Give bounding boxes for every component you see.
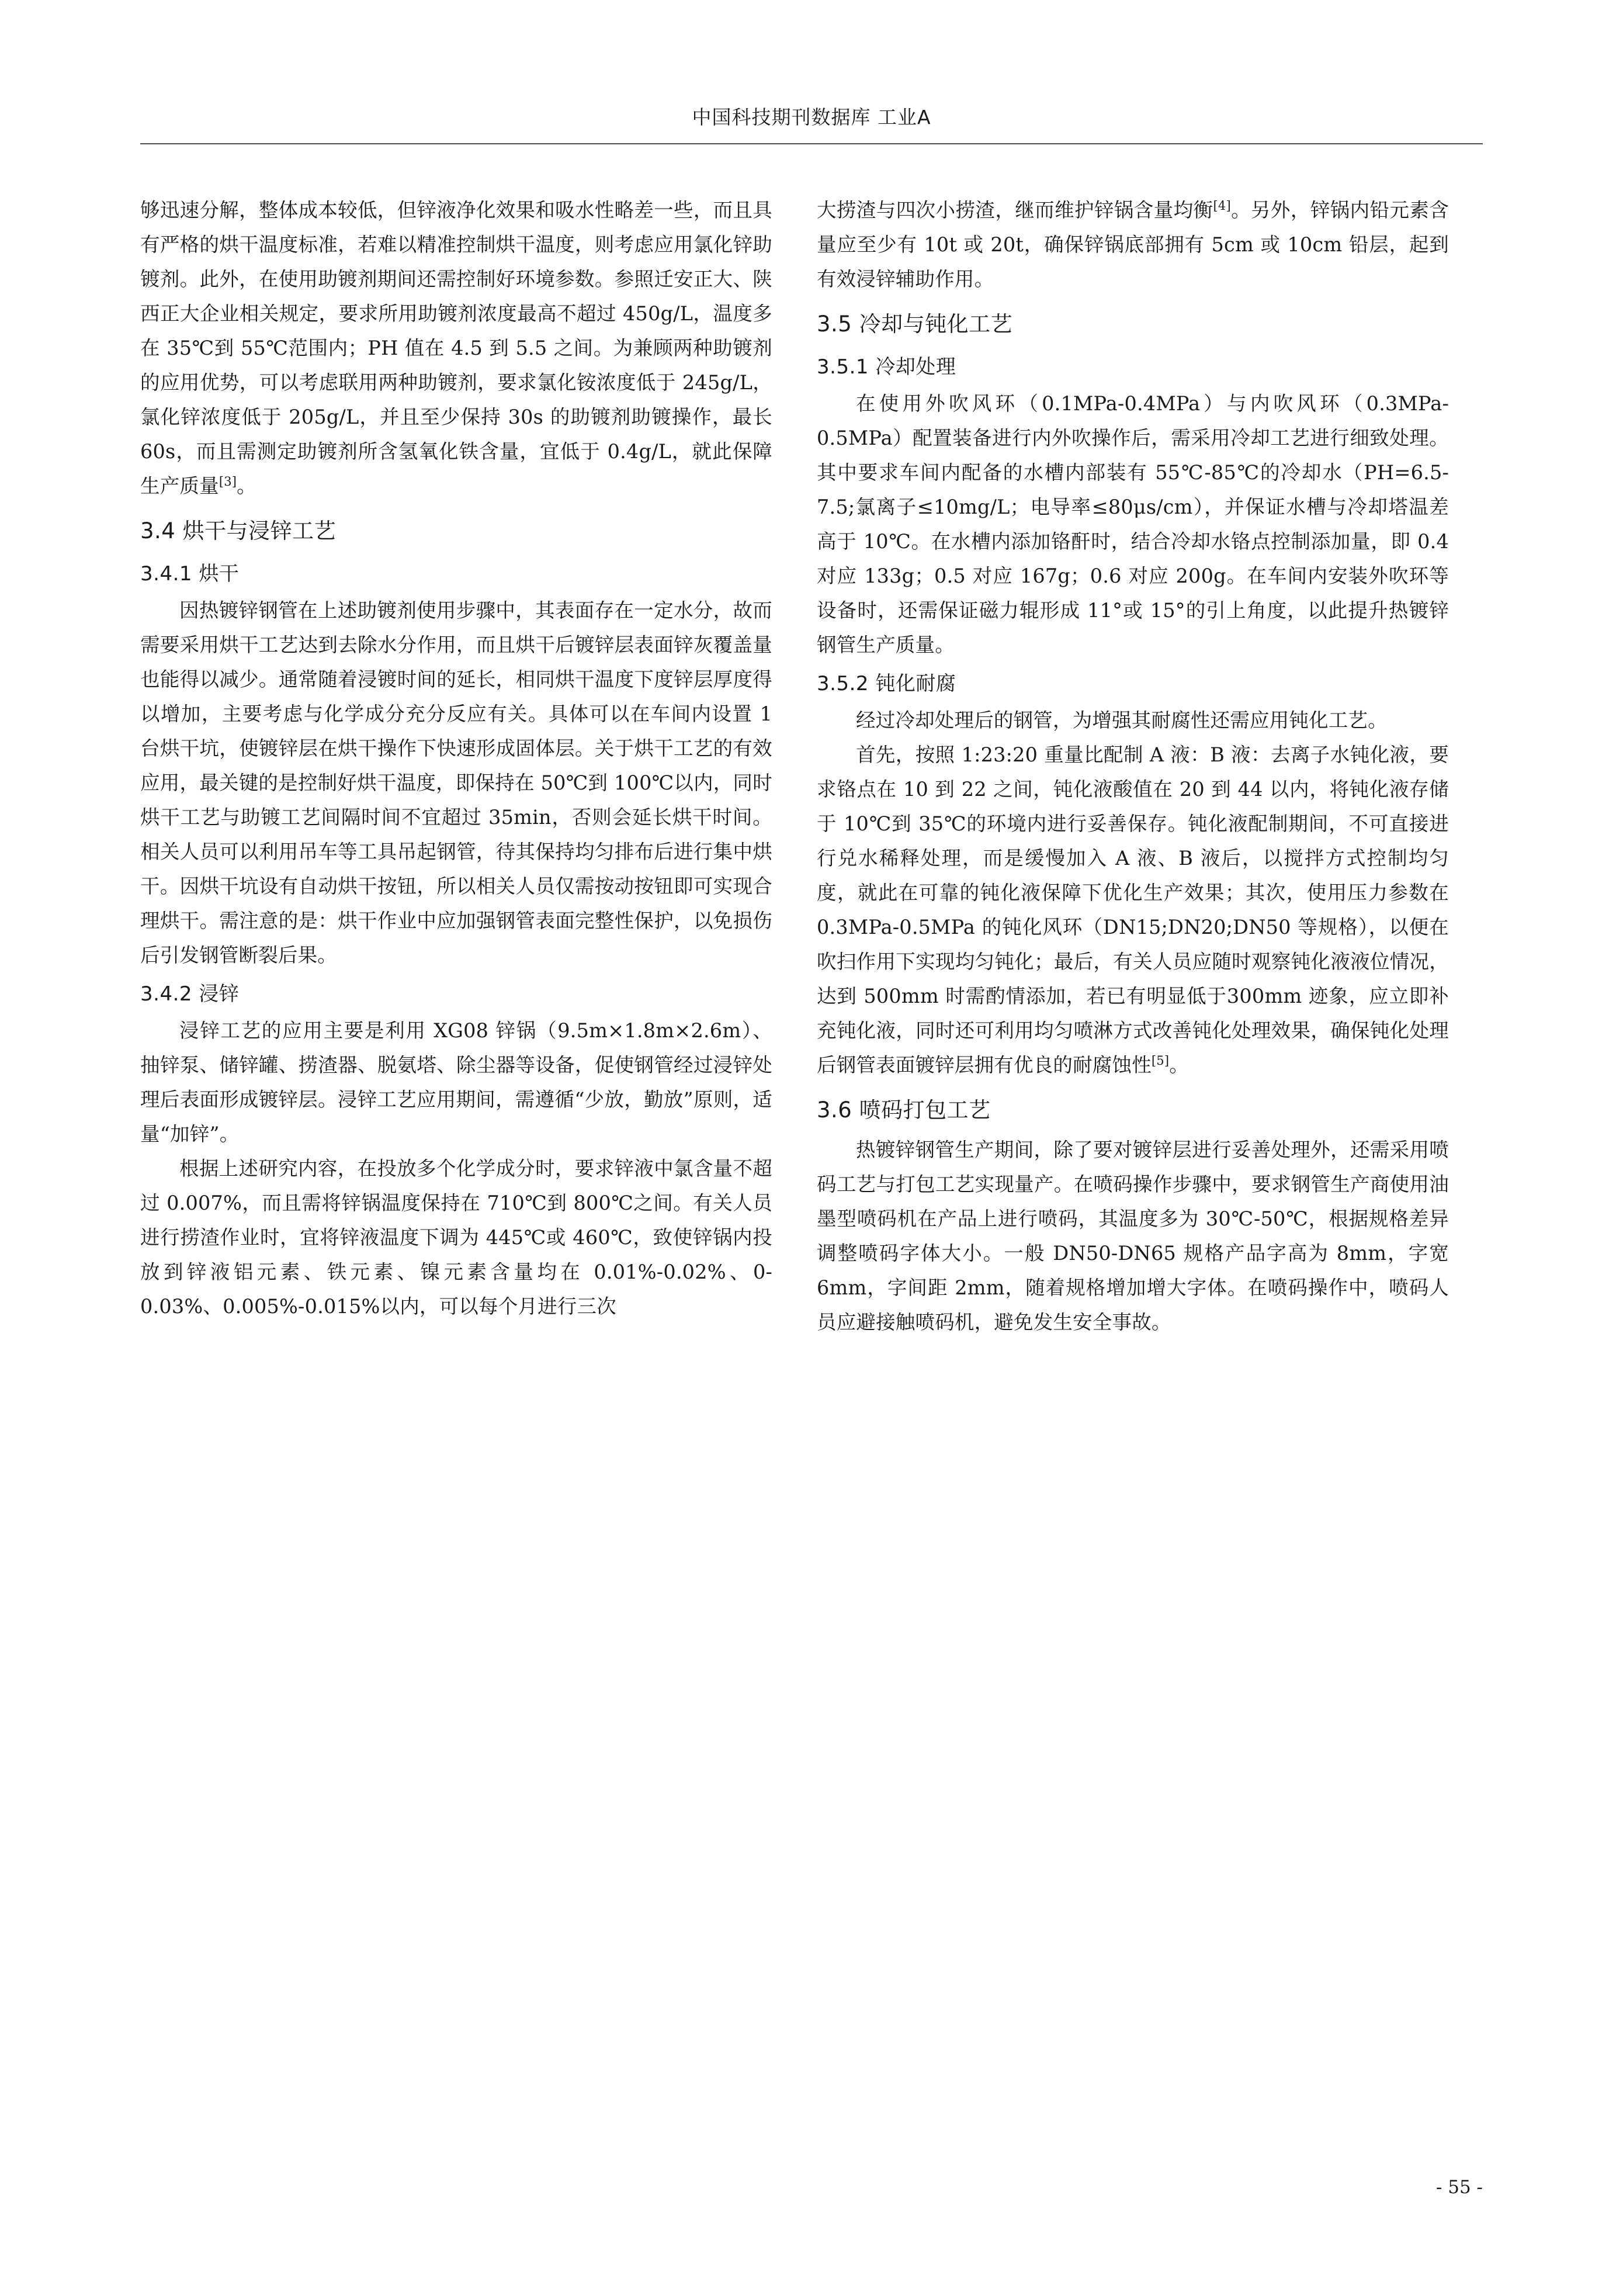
subsection-heading-3-4-1: 3.4.1 烘干 (140, 562, 240, 586)
subsection-heading-3-5-1: 3.5.1 冷却处理 (817, 355, 956, 379)
paragraph: 浸锌工艺的应用主要是利用 XG08 锌锅（9.5m×1.8m×2.6m）、抽锌泵、储锌罐、捞渣器、脱氨塔、除尘器等设备，促使钢管经过浸锌处理后表面形成镀锌层。浸锌工艺应用期间，需遵循“少放，勤放”原则，适量“加锌”。 (140, 1019, 772, 1145)
section-heading-3-6: 3.6 喷码打包工艺 (817, 1097, 991, 1123)
paragraph-tail: 。另外，锌锅内铅元素含量应至少有 10t 或 20t，确保锌锅底部拥有 5cm 或 10cm 铅层，起到有效浸锌辅助作用。 (817, 199, 1449, 290)
page-header: 中国科技期刊数据库 工业A (692, 106, 931, 129)
paragraph-text: 大捞渣与四次小捞渣，继而维护锌锅含量均衡 (817, 199, 1213, 221)
paragraph-text: 够迅速分解，整体成本较低，但锌液净化效果和吸水性略差一些，而且具有严格的烘干温度标准，若难以精准控制烘干温度，则考虑应用氯化锌助镀剂。此外，在使用助镀剂期间还需控制好环境参数。参照迁安正大、陕西正大企业相关规定，要求所用助镀剂浓度最高不超过 450g/L，温度多在 35℃到 55℃范围内；PH 值在 4.5 到 5.5 之间。为兼顾两种助镀剂的应用优势，可以考虑联用两种助镀剂，要求氯化铵浓度低于 245g/L，氯化锌浓度低于 205g/L，并且至少保持 30s 的助镀剂助镀操作，最长 60s，而且需测定助镀剂所含氢氧化铁含量，宜低于 0.4g/L，就此保障生产质量 (140, 199, 772, 497)
header-divider (140, 143, 1483, 144)
paragraph (817, 737, 1449, 1082)
left-column (140, 193, 772, 2144)
subsection-heading-3-4-2: 3.4.2 浸锌 (140, 982, 240, 1006)
paragraph-tail: 。 (237, 475, 256, 497)
citation-marker: [4] (1213, 198, 1231, 213)
right-column (817, 193, 1449, 2144)
paragraph: 经过冷却处理后的钢管，为增强其耐腐性还需应用钝化工艺。 (856, 709, 1388, 732)
citation-marker: [5] (1151, 1053, 1170, 1068)
paragraph: 热镀锌钢管生产期间，除了要对镀锌层进行妥善处理外，还需采用喷码工艺与打包工艺实现量产。在喷码操作步骤中，要求钢管生产商使用油墨型喷码机在产品上进行喷码，其温度多为 30℃-50℃，根据规格差异调整喷码字体大小。一般 DN50-DN65 规格产品字高为 8mm，字宽 6mm，字间距 2mm，随着规格增加增大字体。在喷码操作中，喷码人员应避接触喷码机，避免发生安全事故。 (817, 1138, 1449, 1334)
paragraph: 因热镀锌钢管在上述助镀剂使用步骤中，其表面存在一定水分，故而需要采用烘干工艺达到去除水分作用，而且烘干后镀锌层表面锌灰覆盖量也能得以减少。通常随着浸镀时间的延长，相同烘干温度下度锌层厚度得以增加，主要考虑与化学成分充分反应有关。具体可以在车间内设置 1 台烘干坑，使镀锌层在烘干操作下快速形成固体层。关于烘干工艺的有效应用，最关键的是控制好烘干温度，即保持在 50℃到 100℃以内，同时烘干工艺与助镀工艺间隔时间不宜超过 35min，否则会延长烘干时间。相关人员可以利用吊车等工具吊起钢管，待其保持均匀排布后进行集中烘干。因烘干坑设有自动烘干按钮，所以相关人员仅需按动按钮即可实现合理烘干。需注意的是：烘干作业中应加强钢管表面完整性保护，以免损伤后引发钢管断裂后果。 (140, 599, 772, 967)
paragraph (817, 193, 1449, 296)
two-column-body (140, 193, 1483, 2144)
paragraph (140, 193, 772, 503)
subsection-heading-3-5-2: 3.5.2 钝化耐腐 (817, 672, 956, 695)
section-heading-3-5: 3.5 冷却与钝化工艺 (817, 311, 1013, 337)
page-number: - 55 - (1435, 2177, 1483, 2198)
paragraph-text: 首先，按照 1:23:20 重量比配制 A 液：B 液：去离子水钝化液，要求铬点在 10 到 22 之间，钝化液酸值在 20 到 44 以内，将钝化液存储于 10℃到 35℃的环境内进行妥善保存。钝化液配制期间，不可直接进行兑水稀释处理，而是缓慢加入 A 液、B 液后，以搅拌方式控制均匀度，就此在可靠的钝化液保障下优化生产效果；其次，使用压力参数在 0.3MPa-0.5MPa 的钝化风环（DN15;DN20;DN50 等规格），以便在吹扫作用下实现均匀钝化；最后，有关人员应随时观察钝化液液位情况，达到 500mm 时需酌情添加，若已有明显低于300mm 迹象，应立即补充钝化液，同时还可利用均匀喷淋方式改善钝化处理效果，确保钝化处理后钢管表面镀锌层拥有优良的耐腐蚀性 (817, 743, 1449, 1076)
paragraph: 根据上述研究内容，在投放多个化学成分时，要求锌液中氯含量不超过 0.007%，而且需将锌锅温度保持在 710℃到 800℃之间。有关人员进行捞渣作业时，宜将锌液温度下调为 445℃或 460℃，致使锌锅内投放到锌液铝元素、铁元素、镍元素含量均在 0.01%-0.02%、0-0.03%、0.005%-0.015%以内，可以每个月进行三次 (140, 1157, 772, 1318)
paragraph: 在使用外吹风环（0.1MPa-0.4MPa）与内吹风环（0.3MPa-0.5MPa）配置装备进行内外吹操作后，需采用冷却工艺进行细致处理。其中要求车间内配备的水槽内部装有 55℃-85℃的冷却水（PH=6.5-7.5;氯离子≤10mg/L；电导率≤80μs/cm），并保证水槽与冷却塔温差高于 10℃。在水槽内添加铬酐时，结合冷却水铬点控制添加量，即 0.4 对应 133g；0.5 对应 167g；0.6 对应 200g。在车间内安装外吹环等设备时，还需保证磁力辊形成 11°或 15°的引上角度，以此提升热镀锌钢管生产质量。 (817, 392, 1449, 656)
section-heading-3-4: 3.4 烘干与浸锌工艺 (140, 518, 337, 543)
citation-marker: [3] (219, 474, 237, 489)
paragraph-tail: 。 (1169, 1054, 1189, 1076)
